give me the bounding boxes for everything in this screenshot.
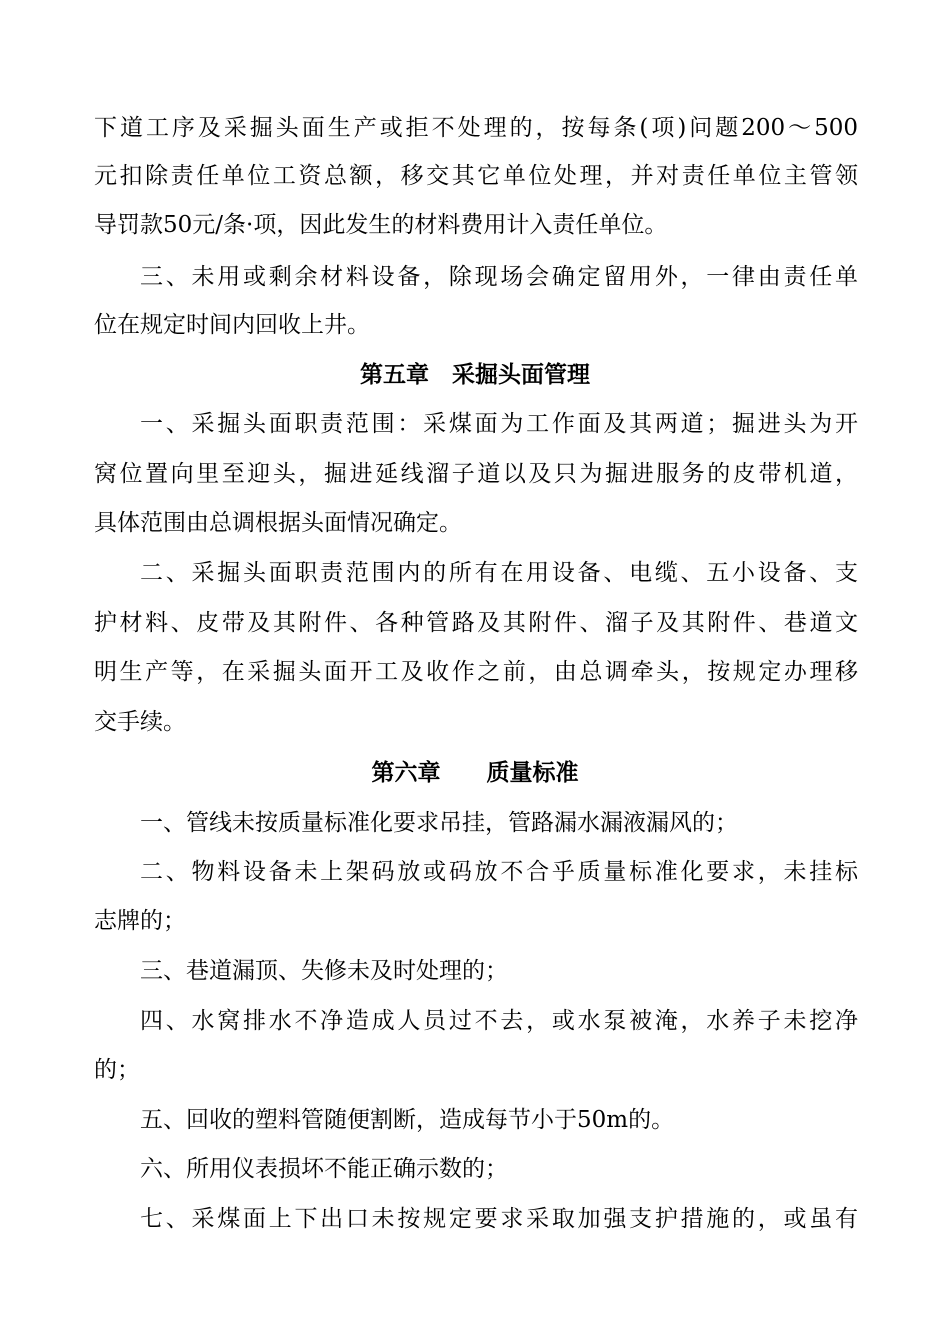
paragraph-start: 五、回收的塑料管随便割断，造成每节小于50m的。 — [140, 1107, 675, 1133]
text-line: 的； — [94, 1057, 140, 1083]
text-line: 明生产等，在采掘头面开工及收作之前，由总调牵头，按规定办理移 — [94, 659, 858, 685]
text-line: 导罚款50元/条·项，因此发生的材料费用计入责任单位。 — [94, 212, 668, 238]
paragraph-start: 三、巷道漏顶、失修未及时处理的； — [140, 958, 508, 984]
paragraph-start: 四、水窝排水不净造成人员过不去，或水泵被淹，水养子未挖净 — [140, 1008, 858, 1034]
text-line: 护材料、皮带及其附件、各种管路及其附件、溜子及其附件、巷道文 — [94, 610, 858, 636]
paragraph-start: 二、采掘头面职责范围内的所有在用设备、电缆、五小设备、支 — [140, 560, 858, 586]
text-line: 位在规定时间内回收上井。 — [94, 312, 370, 338]
paragraph-start: 六、所用仪表损坏不能正确示数的； — [140, 1156, 508, 1182]
text-line: 具体范围由总调根据头面情况确定。 — [94, 510, 462, 536]
text-line: 窝位置向里至迎头，掘进延线溜子道以及只为掘进服务的皮带机道， — [94, 461, 858, 487]
text-line: 下道工序及采掘头面生产或拒不处理的，按每条(项)问题200～500 — [94, 115, 858, 141]
text-line: 交手续。 — [94, 709, 186, 735]
chapter-heading: 第六章 质量标准 — [371, 759, 579, 786]
text-line: 元扣除责任单位工资总额，移交其它单位处理，并对责任单位主管领 — [94, 163, 858, 189]
paragraph-start: 一、采掘头面职责范围：采煤面为工作面及其两道；掘进头为开 — [140, 411, 858, 437]
paragraph-start: 二、物料设备未上架码放或码放不合乎质量标准化要求，未挂标 — [140, 859, 858, 885]
paragraph-start: 七、采煤面上下出口未按规定要求采取加强支护措施的，或虽有 — [140, 1206, 858, 1232]
paragraph-start: 三、未用或剩余材料设备，除现场会确定留用外，一律由责任单 — [140, 264, 858, 290]
chapter-heading: 第五章 采掘头面管理 — [360, 361, 590, 388]
text-line: 志牌的； — [94, 908, 186, 934]
paragraph-start: 一、管线未按质量标准化要求吊挂，管路漏水漏液漏风的； — [140, 810, 738, 836]
